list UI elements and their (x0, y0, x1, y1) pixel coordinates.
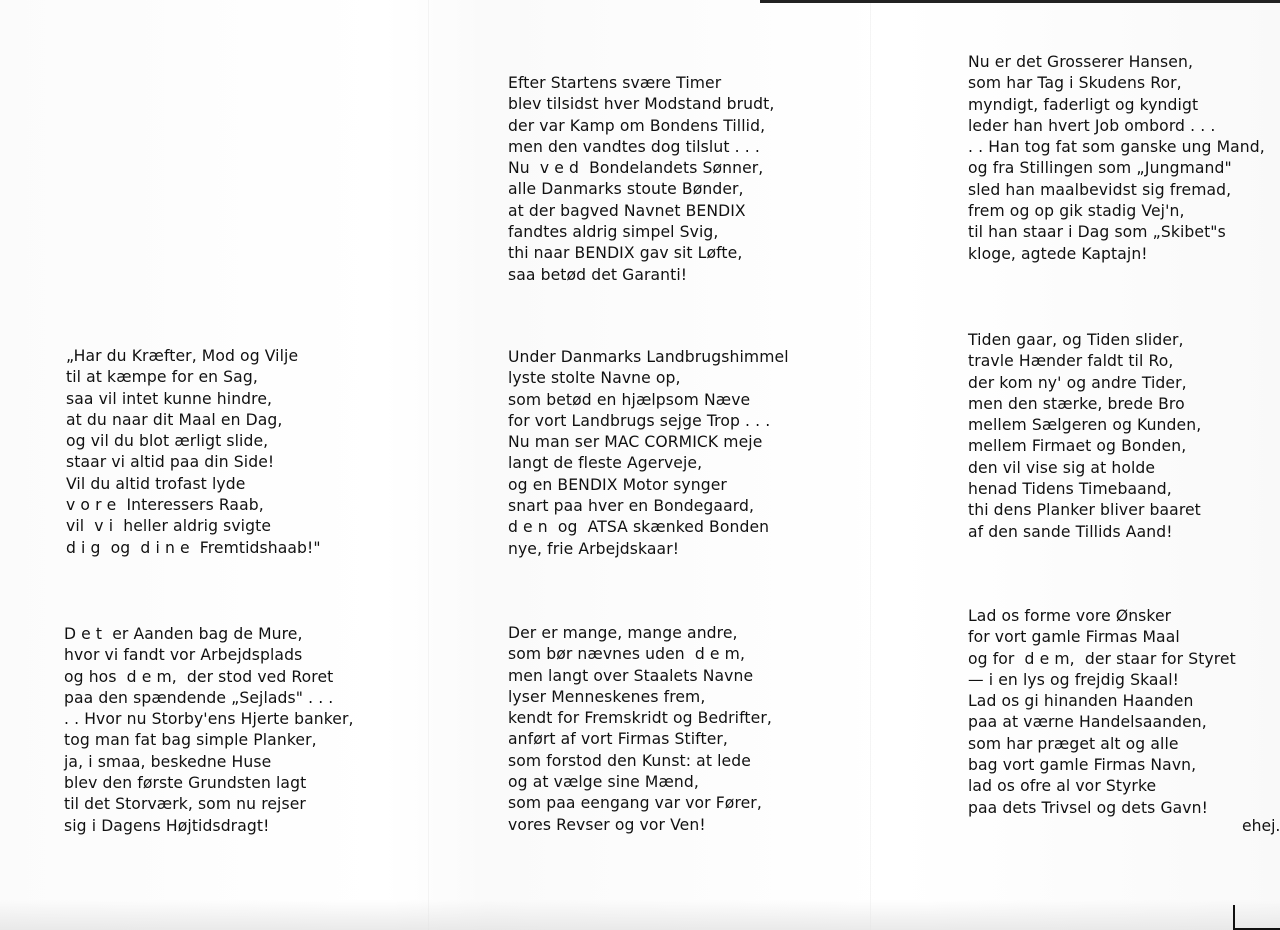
verse-line: myndigt, faderligt og kyndigt (968, 95, 1199, 114)
verse-line: hvor vi fandt vor Arbejdsplads (64, 646, 303, 665)
verse-line: og en BENDIX Motor synger (508, 475, 727, 494)
verse-line: som betød en hjælpsom Næve (508, 390, 751, 409)
verse-line: den vil vise sig at holde (968, 458, 1156, 477)
verse-line: men den vandtes dog tilslut . . . (508, 137, 760, 156)
verse-line: Under Danmarks Landbrugshimmel (508, 348, 789, 366)
verse-line: paa dets Trivsel og dets Gavn! (968, 798, 1208, 817)
verse-line: anført af vort Firmas Stifter, (508, 730, 728, 749)
verse-line: som har Tag i Skudens Ror, (968, 74, 1182, 93)
verse-line: og at vælge sine Mænd, (508, 773, 699, 792)
verse-line: bag vort gamle Firmas Navn, (968, 756, 1197, 775)
verse-line: af den sande Tillids Aand! (968, 522, 1173, 541)
signature: ehej. (1242, 817, 1280, 835)
page-fold-left (428, 0, 429, 930)
verse-line: D e t er Aanden bag de Mure, (64, 625, 303, 643)
verse-line: fandtes aldrig simpel Svig, (508, 223, 719, 242)
verse-line: henad Tidens Timebaand, (968, 480, 1172, 499)
verse-line: staar vi altid paa din Side! (66, 453, 275, 472)
verse-line: leder han hvert Job ombord . . . (968, 116, 1216, 135)
verse-line: blev den første Grundsten lagt (64, 774, 307, 793)
verse-line: mellem Firmaet og Bonden, (968, 437, 1187, 456)
verse-line: paa at værne Handelsaanden, (968, 713, 1207, 732)
verse-line: Lad os gi hinanden Haanden (968, 692, 1194, 711)
verse-line: og vil du blot ærligt slide, (66, 432, 269, 451)
verse-line: Nu er det Grosserer Hansen, (968, 53, 1194, 71)
verse-line: paa den spændende „Sejlads" . . . (64, 688, 334, 707)
verse-line: til at kæmpe for en Sag, (66, 368, 258, 387)
page-fold-right (870, 0, 871, 930)
verse-line: kendt for Fremskridt og Bedrifter, (508, 709, 772, 728)
verse-line: og for d e m, der staar for Styret (968, 649, 1236, 668)
stanza-column2-verse1 (508, 73, 774, 286)
stanza-column3-verse2 (968, 330, 1201, 543)
verse-line: . . Han tog fat som ganske ung Mand, (968, 138, 1265, 157)
verse-line: v o r e Interessers Raab, (66, 496, 264, 515)
verse-line: vil v i heller aldrig svigte (66, 517, 272, 536)
verse-line: alle Danmarks stoute Bønder, (508, 180, 744, 199)
verse-line: og fra Stillingen som „Jungmand" (968, 159, 1232, 178)
verse-line: som paa eengang var vor Fører, (508, 794, 762, 813)
verse-line: d i g og d i n e Fremtidshaab!" (66, 538, 321, 557)
verse-line: men den stærke, brede Bro (968, 394, 1185, 413)
scan-top-edge (760, 0, 1280, 3)
verse-line: Efter Startens svære Timer (508, 74, 722, 92)
corner-mark (1233, 905, 1280, 930)
verse-line: „Har du Kræfter, Mod og Vilje (66, 347, 299, 365)
verse-line: for vort Landbrugs sejge Trop . . . (508, 411, 771, 430)
stanza-column2-verse2 (508, 347, 789, 560)
stanza-column1-verse2 (66, 346, 321, 559)
verse-line: at der bagved Navnet BENDIX (508, 201, 746, 220)
verse-line: som forstod den Kunst: at lede (508, 751, 751, 770)
verse-line: vores Revser og vor Ven! (508, 815, 706, 834)
verse-line: Nu man ser MAC CORMICK meje (508, 433, 763, 452)
verse-line: mellem Sælgeren og Kunden, (968, 416, 1202, 435)
verse-line: tog man fat bag simple Planker, (64, 731, 317, 750)
verse-line: til det Storværk, som nu rejser (64, 795, 306, 814)
stanza-column3-verse3 (968, 606, 1236, 819)
verse-line: langt de fleste Agerveje, (508, 454, 703, 473)
verse-line: nye, frie Arbejdskaar! (508, 539, 680, 558)
verse-line: — i en lys og frejdig Skaal! (968, 670, 1180, 689)
verse-line: for vort gamle Firmas Maal (968, 628, 1180, 647)
verse-line: Tiden gaar, og Tiden slider, (968, 331, 1184, 349)
verse-line: saa vil intet kunne hindre, (66, 389, 273, 408)
verse-line: Lad os forme vore Ønsker (968, 607, 1172, 625)
verse-line: . . Hvor nu Storby'ens Hjerte banker, (64, 710, 354, 729)
verse-line: thi naar BENDIX gav sit Løfte, (508, 244, 743, 263)
verse-line: Nu v e d Bondelandets Sønner, (508, 159, 764, 178)
verse-line: travle Hænder faldt til Ro, (968, 352, 1174, 371)
verse-line: som bør nævnes uden d e m, (508, 645, 746, 664)
verse-line: sled han maalbevidst sig fremad, (968, 180, 1232, 199)
verse-line: frem og op gik stadig Vej'n, (968, 202, 1185, 221)
verse-line: Der er mange, mange andre, (508, 624, 738, 642)
verse-line: Vil du altid trofast lyde (66, 474, 246, 493)
verse-line: ja, i smaa, beskedne Huse (64, 752, 272, 771)
verse-line: kloge, agtede Kaptajn! (968, 244, 1148, 263)
verse-line: som har præget alt og alle (968, 734, 1179, 753)
verse-line: til han staar i Dag som „Skibet"s (968, 223, 1226, 242)
verse-line: blev tilsidst hver Modstand brudt, (508, 95, 775, 114)
verse-line: saa betød det Garanti! (508, 265, 688, 284)
verse-line: snart paa hver en Bondegaard, (508, 497, 755, 516)
verse-line: lad os ofre al vor Styrke (968, 777, 1157, 796)
stanza-column1-verse3 (64, 624, 354, 837)
stanza-column2-verse3 (508, 623, 772, 836)
verse-line: at du naar dit Maal en Dag, (66, 410, 283, 429)
verse-line: lyser Menneskenes frem, (508, 687, 706, 706)
verse-line: men langt over Staalets Navne (508, 666, 754, 685)
verse-line: og hos d e m, der stod ved Roret (64, 667, 334, 686)
verse-line: lyste stolte Navne op, (508, 369, 681, 388)
verse-line: sig i Dagens Højtidsdragt! (64, 816, 270, 835)
scan-bottom-shadow (0, 900, 1280, 930)
verse-line: d e n og ATSA skænked Bonden (508, 518, 770, 537)
verse-line: thi dens Planker bliver baaret (968, 501, 1201, 520)
verse-line: der var Kamp om Bondens Tillid, (508, 116, 766, 135)
stanza-column3-verse1 (968, 52, 1265, 265)
verse-line: der kom ny' og andre Tider, (968, 373, 1187, 392)
